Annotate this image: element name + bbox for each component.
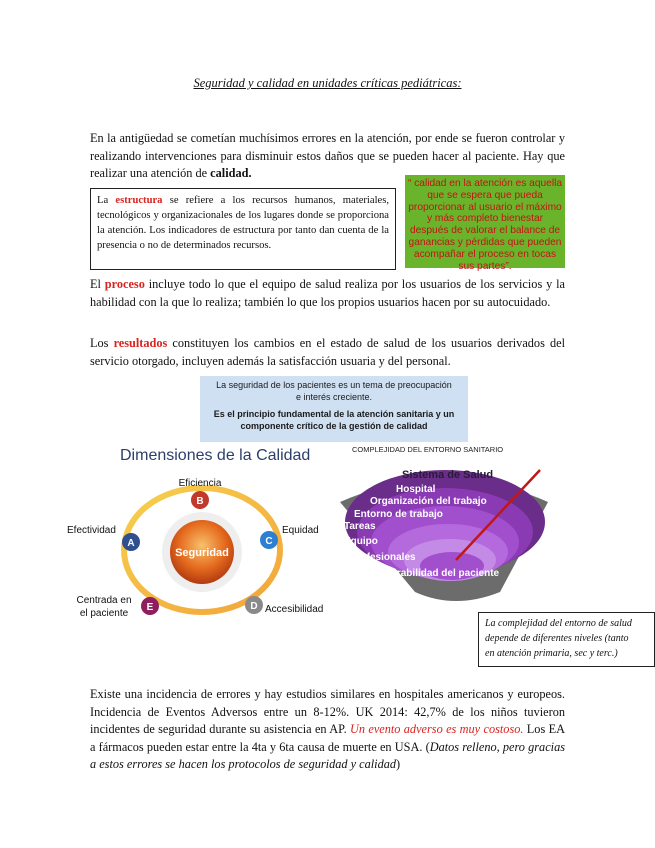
resultados-text: constituyen los cambios en el estado de salud de los usuarios derivados del servicio otorgado, incluyen además la satisfacción usuaria y del personal.: [90, 336, 565, 368]
quote-box: “ calidad en la atención es aquella que se espera que pueda proporcionar al usuario el máximo y más completo bienestar después de valorar el balance de ganancias y pérdidas que pueden acompañar el proceso en tocas sus partes”.: [405, 175, 565, 268]
caption-line-2: depende de diferentes niveles (tanto: [485, 633, 629, 644]
level-5: Tareas: [344, 521, 376, 532]
final-close: ): [396, 757, 401, 771]
centrada-label-2: el paciente: [79, 608, 129, 619]
equidad-label: Equidad: [282, 525, 319, 536]
level-1: Sistema de Salud: [402, 469, 494, 481]
proceso-text: incluye todo lo que el equipo de salud realiza por los usuarios de los servicios y la habilidad con la que lo realiza; también lo que los propios usuarios hacen por su autocuidado.: [90, 277, 565, 309]
resultados-keyword: resultados: [113, 336, 168, 350]
complejidad-caption: [478, 612, 655, 667]
centrada-letter: E: [146, 602, 154, 613]
proceso-paragraph: [90, 276, 565, 311]
complejidad-diagram: [340, 442, 560, 607]
estructura-box: [90, 188, 396, 270]
level-7: Profesionales: [350, 552, 416, 563]
estructura-pre: La: [97, 195, 116, 206]
estructura-keyword: estructura: [115, 195, 163, 206]
efectividad-label: Efectividad: [67, 525, 116, 536]
final-text-1: Existe una incidencia de errores y hay estudios similares en hospitales americanos y europeos. Incidencia de Eventos Adversos entre un 8-12%. UK 2014: 42,7% de los niños tuvieron incidentes de seguridad durante su asistencia en AP.: [90, 687, 565, 736]
center-label: Seguridad: [175, 547, 229, 559]
level-8: Vulnerabilidad del paciente: [370, 568, 500, 579]
eficiencia-label: Eficiencia: [178, 478, 222, 489]
equidad-letter: C: [265, 536, 273, 547]
intro-bold: calidad.: [210, 166, 252, 180]
banner-line-2: e interés creciente.: [295, 391, 373, 402]
centrada-label-1: Centrada en: [76, 595, 132, 606]
proceso-keyword: proceso: [104, 277, 145, 291]
complejidad-header: COMPLEJIDAD DEL ENTORNO SANITARIO: [352, 445, 504, 454]
caption-line-3: en atención primaria, sec y terc.): [485, 648, 618, 659]
accesibilidad-letter: D: [250, 601, 258, 612]
safety-banner: [200, 376, 468, 442]
banner-line-3: Es el principio fundamental de la atención sanitaria y un: [213, 409, 455, 419]
proceso-pre: El: [90, 277, 105, 291]
banner-line-1: La seguridad de los pacientes es un tema de preocupación: [216, 380, 452, 390]
dimensiones-title: Dimensiones de la Calidad: [120, 447, 311, 464]
caption-line-1: La complejidad del entorno de salud: [485, 618, 632, 629]
estructura-text: se refiere a los recursos humanos, materiales, tecnológicos y organizacionales de los lugares donde se proporciona la atención. Los indicadores de estructura por tanto dan cuenta de la presencia o no de determinados recursos.: [97, 195, 389, 251]
page-title: Seguridad y calidad en unidades críticas pediátricas:: [193, 76, 462, 90]
level-4: Entorno de trabajo: [354, 509, 443, 520]
level-6: Equipo: [344, 536, 378, 547]
accesibilidad-label: Accesibilidad: [265, 604, 324, 615]
banner-line-4: componente crítico de la gestión de calidad: [240, 420, 428, 431]
resultados-pre: Los: [90, 336, 114, 350]
final-italic: Datos relleno, pero gracias a estos errores se hacen los protocolos de seguridad y calidad: [90, 739, 565, 771]
dimensiones-diagram: [62, 440, 347, 625]
resultados-paragraph: [90, 335, 565, 370]
final-paragraph: [90, 686, 565, 774]
level-3: Organización del trabajo: [370, 496, 487, 507]
final-red: Un evento adverso es muy costoso.: [349, 722, 524, 736]
final-text-2: Los EA a fármacos pueden estar entre la 4ta y 6ta causa de muerte en USA. (: [90, 722, 565, 754]
efectividad-letter: A: [127, 538, 135, 549]
level-2: Hospital: [396, 484, 436, 495]
intro-text: En la antigüedad se cometían muchísimos errores en la atención, por ende se fueron controlar y realizando intervenciones para disminuir estos daños que se pueden hacer al paciente. Hay que realizar una atención de: [90, 131, 565, 180]
eficiencia-letter: B: [196, 496, 204, 507]
